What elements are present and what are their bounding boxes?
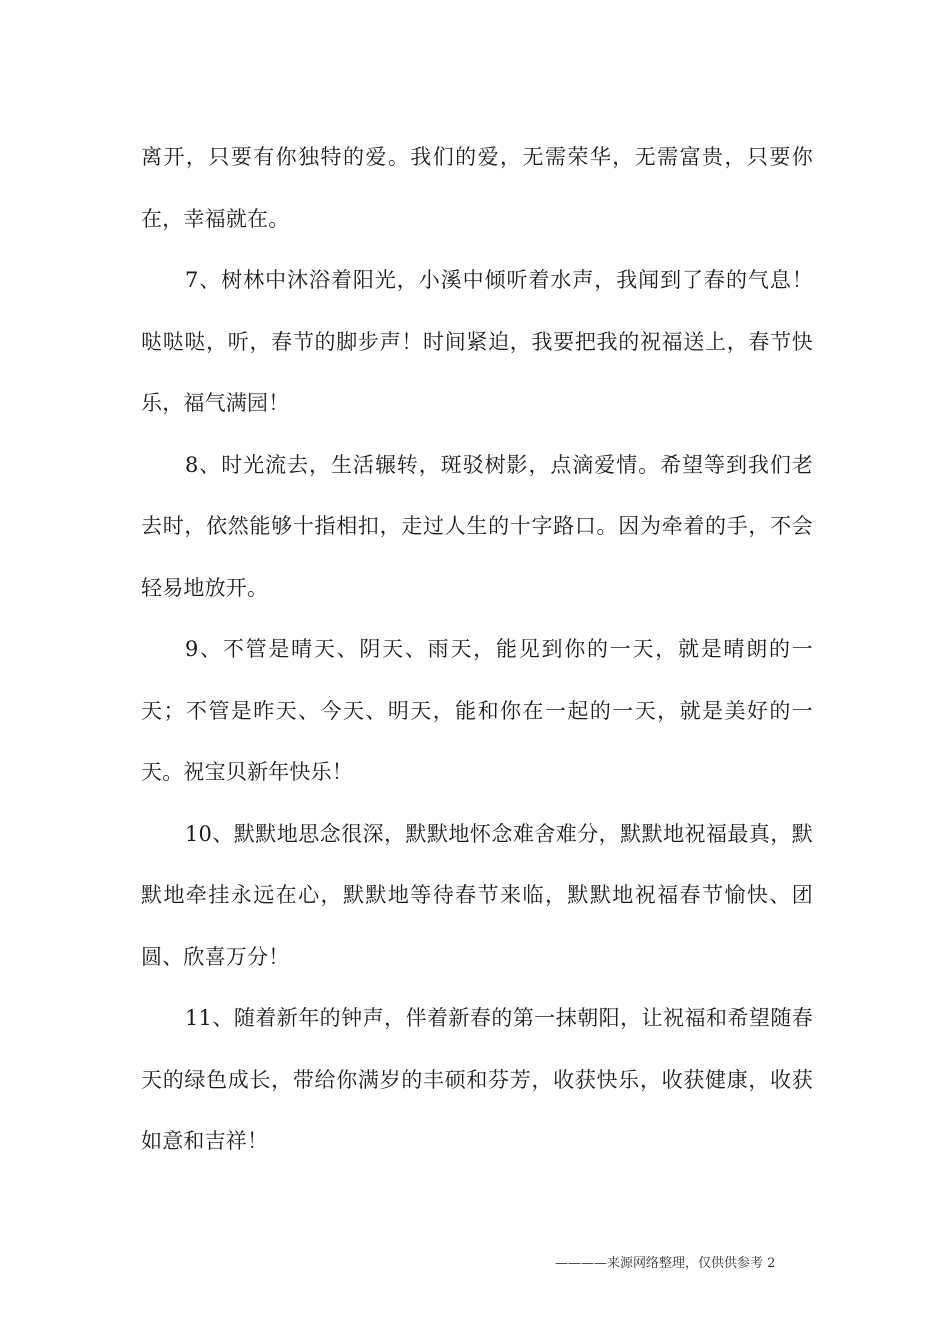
paragraph-item-8: 8、时光流去，生活辗转，斑驳树影，点滴爱情。希望等到我们老去时，依然能够十指相扣，走过人生的十字路口。因为牵着的手，不会轻易地放开。: [141, 452, 813, 600]
paragraph-continuation: 离开，只要有你独特的爱。我们的爱，无需荣华，无需富贵，只要你在，幸福就在。: [141, 145, 813, 231]
paragraph-item-9: 9、不管是晴天、阴天、雨天，能见到你的一天，就是晴朗的一天；不管是昨天、今天、明天，能和你在一起的一天，就是美好的一天。祝宝贝新年快乐！: [141, 637, 813, 784]
page-footer: ————来源网络整理，仅供供参考 2: [555, 1256, 776, 1271]
paragraph-item-7: 7、树林中沐浴着阳光，小溪中倾听着水声，我闻到了春的气息！哒哒哒，听，春节的脚步声！时间紧迫，我要把我的祝福送上，春节快乐，福气满园！: [141, 268, 813, 415]
document-body: [141, 127, 813, 1173]
paragraph-item-10: 10、默默地思念很深，默默地怀念难舍难分，默默地祝福最真，默默地牵挂永远在心，默默地等待春节来临，默默地祝福春节愉快、团圆、欣喜万分！: [141, 821, 813, 969]
paragraph-item-11: 11、随着新年的钟声，伴着新春的第一抹朝阳，让祝福和希望随春天的绿色成长，带给你满岁的丰硕和芬芳，收获快乐，收获健康，收获如意和吉祥！: [141, 1006, 813, 1153]
